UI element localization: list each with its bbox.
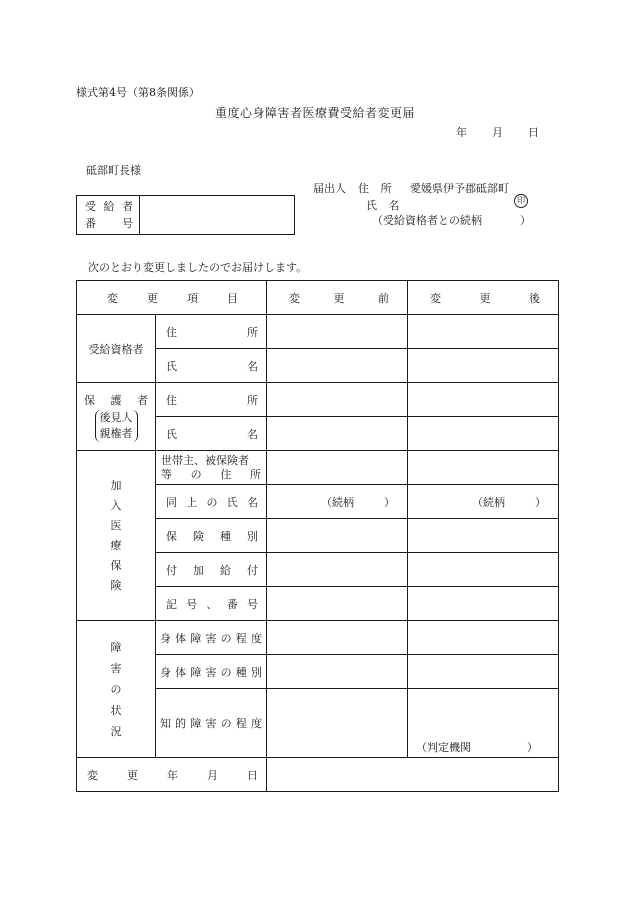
date-day-label: 日 [528,126,539,139]
guardian-address-after[interactable] [408,383,559,417]
insurance-type-after[interactable] [408,519,559,553]
physical-type-before[interactable] [267,655,408,689]
qualified-name-label: 氏 名 [156,349,267,383]
intellectual-degree-before[interactable] [267,689,408,758]
change-date-field[interactable] [267,758,559,792]
guardian-name-after[interactable] [408,417,559,451]
intellectual-degree-after[interactable]: （判定機関 ） [408,689,559,758]
code-number-before[interactable] [267,587,408,621]
applicant-address-label: 住 所 [358,182,396,195]
same-name-before[interactable]: （続柄 ） [267,485,408,519]
code-number-label: 記 号 、 番 号 [156,587,267,621]
change-table [76,280,559,792]
applicant-name-label: 氏 名 [366,199,404,212]
same-name-after[interactable]: （続柄 ） [408,485,559,519]
recipient-number-box [76,195,295,235]
qualified-address-before[interactable] [267,315,408,349]
qualified-address-after[interactable] [408,315,559,349]
qualified-name-before[interactable] [267,349,408,383]
form-number: 様式第4号（第8条関係） [76,86,200,99]
physical-degree-after[interactable] [408,621,559,655]
physical-type-label: 身 体 障 害 の 種 別 [156,655,267,689]
seal-mark: 印 [514,194,528,208]
relation-note: （受給資格者との続柄 [372,214,482,227]
guardian-name-label: 氏 名 [156,417,267,451]
date-year-label: 年 [456,126,467,139]
household-address-label: 世帯主、被保険者 等 の 住 所 [156,451,267,485]
guardian-label: 保 護 者 後見人 親権者 [77,383,156,451]
additional-benefit-before[interactable] [267,553,408,587]
insurance-type-label: 保 険 種 別 [156,519,267,553]
guardian-bracket: 後見人 親権者 [95,410,138,442]
header-before: 変 更 前 [267,281,408,315]
same-name-label: 同 上 の 氏 名 [156,485,267,519]
household-address-before[interactable] [267,451,408,485]
applicant-address-value: 愛媛県伊予郡砥部町 [410,182,509,195]
relation-note-close: ） [520,214,531,227]
date-month-label: 月 [492,126,503,139]
household-address-after[interactable] [408,451,559,485]
form-title: 重度心身障害者医療費受給者変更届 [214,106,415,120]
physical-degree-label: 身 体 障 害 の 程 度 [156,621,267,655]
change-date-label: 変 更 年 月 日 [77,758,267,792]
notice-text: 次のとおり変更しましたのでお届けします。 [88,261,308,274]
applicant-label: 届出人 [313,182,346,195]
qualified-address-label: 住 所 [156,315,267,349]
intellectual-degree-label: 知 的 障 害 の 程 度 [156,689,267,758]
qualified-name-after[interactable] [408,349,559,383]
physical-type-after[interactable] [408,655,559,689]
guardian-address-before[interactable] [267,383,408,417]
insurance-type-before[interactable] [267,519,408,553]
recipient-number-label: 受 給 者 番 号 [77,196,140,235]
guardian-address-label: 住 所 [156,383,267,417]
qualified-label: 受給資格者 [77,315,156,383]
header-after: 変 更 後 [408,281,559,315]
recipient-number-field[interactable] [140,196,295,235]
additional-benefit-after[interactable] [408,553,559,587]
insurance-label: 加 入 医 療 保 険 [77,451,156,621]
header-item: 変 更 項 目 [77,281,267,315]
additional-benefit-label: 付 加 給 付 [156,553,267,587]
disability-label: 障 害 の 状 況 [77,621,156,758]
guardian-name-before[interactable] [267,417,408,451]
code-number-after[interactable] [408,587,559,621]
physical-degree-before[interactable] [267,621,408,655]
addressee: 砥部町長様 [86,164,141,177]
